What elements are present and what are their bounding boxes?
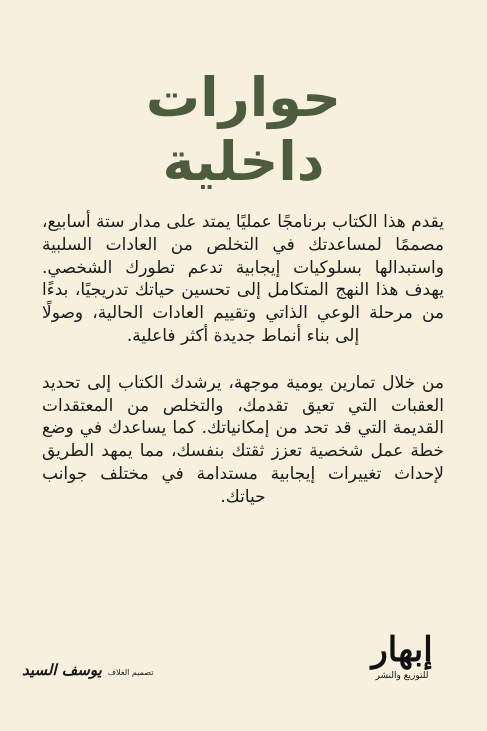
blurb-paragraph-2: من خلال تمارين يومية موجهة، يرشدك الكتاب إلى تحديد العقبات التي تعيق تقدمك، والتخلص من المعتقدات القديمة التي قد تحد من إمكانياتك. كما يساعدك في وضع خطة عمل شخصية تعزز ثقتك بنفسك، مما يمهد الطريق لإحداث تغييرات إيجابية مستدامة في مختلف جوانب حياتك. (42, 372, 444, 507)
cover-designer-credit (22, 661, 153, 679)
publisher-tagline: للتوزيع والنشر (375, 671, 429, 681)
blurb (42, 211, 444, 509)
designer-name: يوسف السيد (22, 661, 102, 679)
publisher-logo (358, 630, 446, 690)
title-line-1: حوارات (145, 66, 342, 129)
publisher-name: إبهار (371, 630, 433, 670)
designer-label: تصميم الغلاف (107, 668, 154, 677)
blurb-paragraph-1: يقدم هذا الكتاب برنامجًا عمليًا يمتد على مدار ستة أسابيع، مصممًا لمساعدتك في التخلص من العادات السلبية واستبدالها بسلوكيات إيجابية تدعم تطورك الشخصي. يهدف هذا النهج المتكامل إلى تحسين حياتك تدريجيًا، بدءًا من مرحلة الوعي الذاتي وتقييم العادات الحالية، وصولًا إلى بناء أنماط جديدة أكثر فاعلية. (42, 212, 444, 346)
title-line-2: داخلية (162, 130, 325, 193)
book-title (0, 66, 487, 194)
